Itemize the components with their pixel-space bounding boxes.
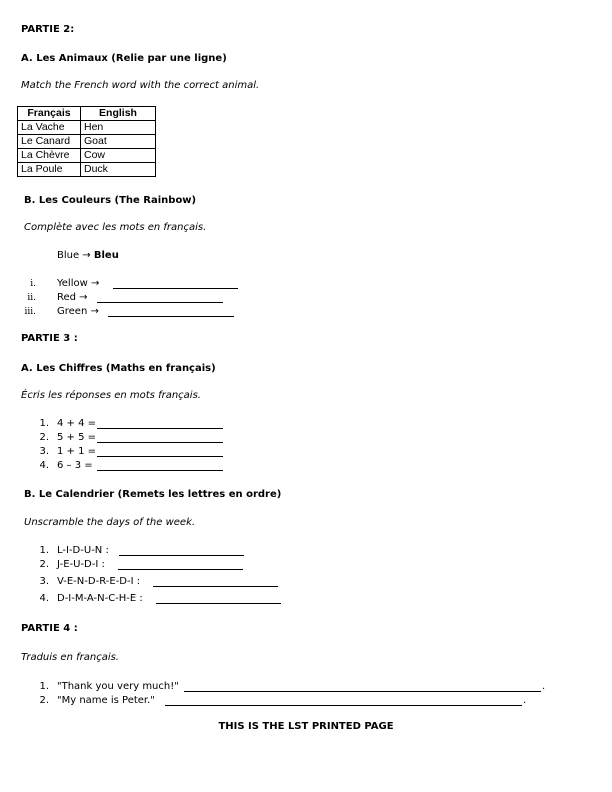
color-example-prefix: Blue → — [57, 250, 91, 261]
list-marker: i. — [30, 279, 36, 289]
table-row — [18, 135, 156, 149]
list-marker: 4. — [39, 593, 49, 604]
table-header-english: English — [81, 107, 156, 121]
answer-blank — [118, 559, 243, 570]
scramble-item-text: J-E-U-D-I : — [57, 559, 105, 570]
list-marker: ii. — [27, 293, 36, 303]
answer-blank — [184, 681, 541, 692]
table-row — [18, 149, 156, 163]
translate-item-text: "Thank you very much!" — [57, 681, 179, 692]
list-marker: 3. — [39, 446, 49, 457]
math-item-text: 5 + 5 = — [57, 432, 97, 443]
partie4-heading: PARTIE 4 : — [21, 623, 78, 634]
color-example-answer: Bleu — [93, 250, 119, 261]
list-marker: 4. — [39, 460, 49, 471]
list-marker: 2. — [39, 695, 49, 706]
scramble-item-text: L-I-D-U-N : — [57, 545, 109, 556]
color-item-text: Red → — [57, 292, 88, 303]
footer-note: THIS IS THE LST PRINTED PAGE — [218, 721, 394, 732]
answer-blank — [119, 545, 244, 556]
color-item-text: Yellow → — [57, 278, 100, 289]
list-marker: 1. — [39, 681, 49, 692]
answer-blank — [97, 460, 223, 471]
partie3-section-b-title: B. Le Calendrier (Remets les lettres en ordre) — [24, 489, 282, 500]
partie3-section-a-title: A. Les Chiffres (Maths en français) — [21, 363, 216, 374]
math-item-text: 4 + 4 = — [57, 418, 97, 429]
math-item-text: 1 + 1 = — [57, 446, 97, 457]
answer-blank — [156, 593, 281, 604]
partie3-section-a-instruction: Écris les réponses en mots français. — [21, 390, 201, 401]
list-marker: 2. — [39, 559, 49, 570]
table-row — [18, 121, 156, 135]
sentence-end: . — [523, 695, 527, 706]
translate-item-text: "My name is Peter." — [57, 695, 155, 706]
answer-blank — [97, 418, 223, 429]
list-marker: 3. — [39, 576, 49, 587]
table-cell-french: Le Canard — [18, 135, 81, 149]
table-cell-french: La Vache — [18, 121, 81, 135]
table-header-french: Français — [18, 107, 81, 121]
partie3-heading: PARTIE 3 : — [21, 333, 78, 344]
partie4-instruction: Traduis en français. — [21, 652, 119, 663]
vocab-table — [17, 106, 156, 177]
table-header-row — [18, 107, 156, 121]
table-cell-french: La Chèvre — [18, 149, 81, 163]
answer-blank — [97, 292, 223, 303]
table-cell-english: Duck — [81, 163, 156, 177]
table-row — [18, 163, 156, 177]
partie2-section-a-instruction: Match the French word with the correct animal. — [21, 80, 260, 91]
scramble-item-text: D-I-M-A-N-C-H-E : — [57, 593, 143, 604]
answer-blank — [97, 432, 223, 443]
partie2-heading: PARTIE 2: — [21, 24, 75, 35]
answer-blank — [153, 576, 278, 587]
partie2-section-b-title: B. Les Couleurs (The Rainbow) — [24, 195, 197, 206]
answer-blank — [165, 695, 522, 706]
table-cell-english: Hen — [81, 121, 156, 135]
list-marker: 1. — [39, 418, 49, 429]
scramble-item-text: V-E-N-D-R-E-D-I : — [57, 576, 141, 587]
answer-blank — [113, 278, 238, 289]
answer-blank — [97, 446, 223, 457]
list-marker: 2. — [39, 432, 49, 443]
partie2-section-b-instruction: Complète avec les mots en français. — [24, 222, 207, 233]
math-item-text: 6 – 3 = — [57, 460, 93, 471]
partie3-section-b-instruction: Unscramble the days of the week. — [24, 517, 196, 528]
color-item-text: Green → — [57, 306, 99, 317]
table-cell-english: Cow — [81, 149, 156, 163]
color-example — [57, 250, 119, 261]
partie2-section-a-title: A. Les Animaux (Relie par une ligne) — [21, 53, 227, 64]
table-cell-french: La Poule — [18, 163, 81, 177]
sentence-end: . — [542, 681, 546, 692]
list-marker: 1. — [39, 545, 49, 556]
list-marker: iii. — [24, 307, 36, 317]
table-cell-english: Goat — [81, 135, 156, 149]
answer-blank — [108, 306, 234, 317]
